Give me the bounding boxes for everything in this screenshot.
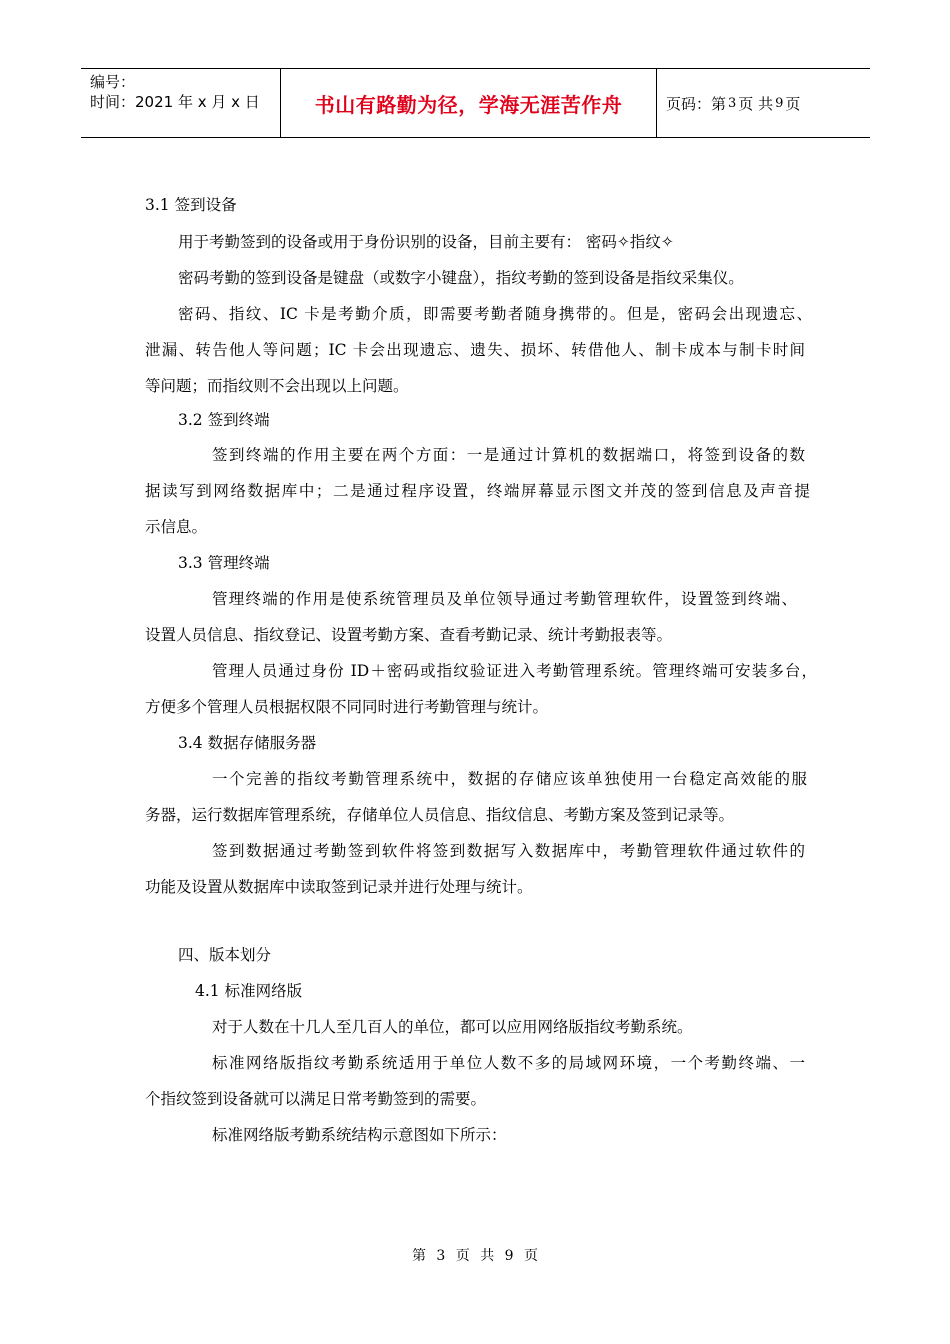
page-footer: 第 3 页 共 9 页 [411, 1248, 539, 1264]
paragraph-line: 等问题；而指纹则不会出现以上问题。 [145, 377, 409, 395]
paragraph-line: 对于人数在十几人至几百人的单位，都可以应用网络版指纹考勤系统。 [212, 1018, 693, 1036]
paragraph-line: 设置人员信息、指纹登记、设置考勤方案、查看考勤记录、统计考勤报表等。 [145, 626, 673, 644]
section-4-title: 四、版本划分 [178, 946, 272, 964]
paragraph-line: 用于考勤签到的设备或用于身份识别的设备，目前主要有： 密码✧指纹✧ [178, 233, 674, 251]
paragraph-line: 方便多个管理人员根据权限不同同时进行考勤管理与统计。 [145, 698, 549, 716]
section-3-1-title: 3.1 签到设备 [145, 196, 237, 214]
paragraph-line: 一个完善的指纹考勤管理系统中，数据的存储应该单独使用一台稳定高效能的服 [212, 770, 807, 788]
header-page-number [666, 69, 800, 137]
section-3-3-title: 3.3 管理终端 [178, 554, 270, 572]
paragraph-line: 管理终端的作用是使系统管理员及单位领导通过考勤管理软件，设置签到终端、 [212, 590, 797, 608]
header-motto: 书山有路勤为径，学海无涯苦作舟 [314, 92, 623, 117]
paragraph-line: 签到终端的作用主要在两个方面：一是通过计算机的数据端口，将签到设备的数 [212, 446, 805, 464]
paragraph-line: 管理人员通过身份 ID＋密码或指纹验证进入考勤管理系统。管理终端可安装多台， [212, 662, 817, 680]
number-label: 编号： [90, 73, 136, 91]
date-line: 时间：2021 年 x 月 x 日 [90, 93, 260, 111]
header-divider [656, 69, 657, 137]
paragraph-line: 密码、指纹、IC 卡是考勤介质，即需要考勤者随身携带的。但是，密码会出现遗忘、 [178, 305, 812, 323]
page-suffix: 页 [785, 94, 801, 113]
paragraph-line: 据读写到网络数据库中；二是通过程序设置，终端屏幕显示图文并茂的签到信息及声音提 [145, 482, 810, 500]
paragraph-line: 务器，运行数据库管理系统，存储单位人员信息、指纹信息、考勤方案及签到记录等。 [145, 806, 735, 824]
paragraph-line: 示信息。 [145, 518, 208, 536]
paragraph-line: 泄漏、转告他人等问题；IC 卡会出现遗忘、遗失、损坏、转借他人、制卡成本与制卡时间 [145, 341, 805, 359]
paragraph-line: 标准网络版考勤系统结构示意图如下所示： [212, 1126, 507, 1144]
document-header [81, 68, 870, 138]
paragraph-line: 个指纹签到设备就可以满足日常考勤签到的需要。 [145, 1090, 487, 1108]
page-prefix: 页码：第 [666, 94, 727, 113]
paragraph-line: 密码考勤的签到设备是键盘（或数字小键盘），指纹考勤的签到设备是指纹采集仪。 [178, 269, 744, 287]
paragraph-line: 功能及设置从数据库中读取签到记录并进行处理与统计。 [145, 878, 533, 896]
page-total: 9 [775, 95, 784, 111]
page-current: 3 [728, 95, 737, 111]
section-3-2-title: 3.2 签到终端 [178, 411, 270, 429]
section-3-4-title: 3.4 数据存储服务器 [178, 734, 317, 752]
section-4-1-title: 4.1 标准网络版 [195, 982, 303, 1000]
header-meta [90, 72, 260, 112]
paragraph-line: 签到数据通过考勤签到软件将签到数据写入数据库中，考勤管理软件通过软件的 [212, 842, 805, 860]
page-mid: 页 共 [738, 94, 774, 113]
paragraph-line: 标准网络版指纹考勤系统适用于单位人数不多的局域网环境，一个考勤终端、一 [212, 1054, 805, 1072]
